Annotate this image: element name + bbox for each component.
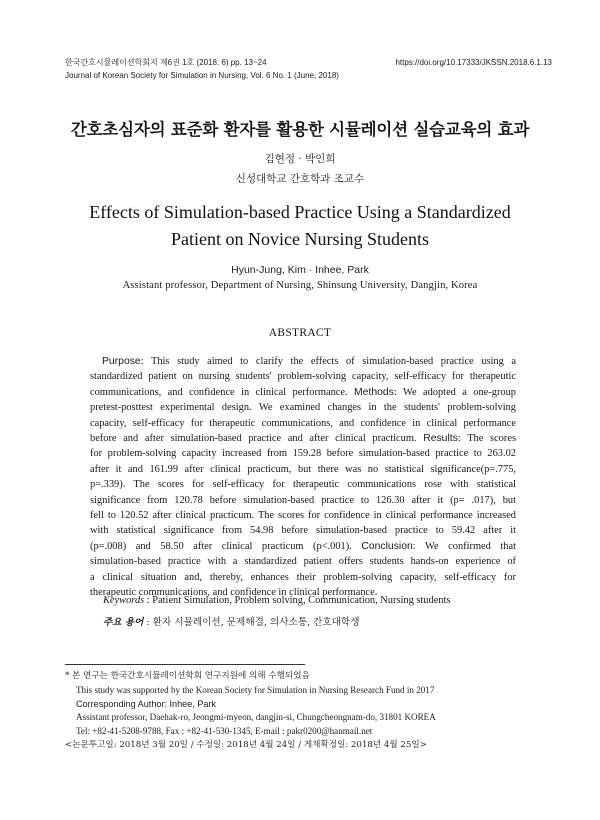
- abstract-line: Purpose: This study aimed to clarify the effects of simulation-based practice using a: [102, 356, 516, 367]
- keywords-list: Patient Simulation, Problem solving, Communication, Nursing students: [152, 595, 451, 606]
- affiliation-english: Assistant professor, Department of Nursing, Shinsung University, Dangjin, Korea: [122, 280, 478, 291]
- keywords-english: Keywords : Patient Simulation, Problem solving, Communication, Nursing students: [103, 595, 451, 606]
- abstract-line: (p=.008) and 58.50 after clinical practicum (p<.001). Conclusion: We confirmed that: [90, 540, 517, 552]
- title-english-line-2: Patient on Novice Nursing Students: [171, 229, 429, 249]
- abstract-line: standardized patient on nursing students' problem-solving capacity, self-efficacy for therapeutic: [90, 371, 516, 383]
- abstract-line: capacity, self-efficacy for therapeutic communications, and confidence in clinical performance: [90, 417, 516, 429]
- title-korean: 간호초심자의 표준화 환자를 활용한 시뮬레이션 실습교육의 효과: [70, 120, 530, 139]
- abstract-line: p=.339). The scores for self-efficacy for therapeutic communications rose with statistical: [90, 479, 516, 491]
- doi-link[interactable]: https://doi.org/10.17333/JKSSN.2018.6.1.13: [395, 58, 552, 67]
- abstract-line: for problem-solving capacity increased from 159.28 before simulation-based practice to 263.02: [90, 448, 516, 460]
- contact-info: Tel: +82-41-5208-9788, Fax : +82-41-530-1345, E-mail : pakr0200@hanmail.net: [76, 726, 373, 737]
- abstract-line: simulation-based practice with a standardized patient offers students hands-on experience of: [90, 556, 516, 568]
- methods-label: Methods: [354, 386, 394, 398]
- corresponding-author: Corresponding Author: Inhee, Park: [76, 698, 217, 709]
- abstract-line: after it and 161.99 after clinical practicum, but there was no statistical significance(p=.775,: [90, 463, 516, 475]
- title-english-line-1: Effects of Simulation-based Practice Using a Standardized: [89, 202, 511, 222]
- abstract-line: fell to 120.52 after clinical practicum. The scores for confidence in clinical performance increased: [90, 510, 516, 522]
- abstract-body: [90, 354, 516, 601]
- keywords-ko-label: 주요 용어: [103, 617, 144, 628]
- journal-citation-en: Journal of Korean Society for Simulation in Nursing, Vol. 6 No. 1 (June, 2018): [65, 71, 339, 80]
- abstract-line: before and after simulation-based practice and after clinical practicum. Results: The scores: [90, 433, 516, 445]
- author-address: Assistant professor, Daehak-ro, Jeongmi-myeon, dangjin-si, Chungcheongnam-do, 31801 KOREA: [76, 712, 436, 723]
- funding-note-ko: * 본 연구는 한국간호시뮬레이션학회 연구지원에 의해 수행되었음: [65, 671, 310, 681]
- results-label: Results: [423, 433, 458, 445]
- abstract-line: pretest-posttest experimental design. We examined changes in the students' problem-solving: [90, 402, 516, 414]
- keywords-label: Keywords: [103, 595, 145, 606]
- submission-dates: <논문투고일: 2018년 3월 20일 / 수정일: 2018년 4월 24일 / 게재확정일: 2018년 4월 25일>: [65, 739, 427, 750]
- affiliation-korean: 신성대학교 간호학과 조교수: [235, 173, 365, 185]
- title-english: [0, 199, 600, 253]
- keywords-ko-list: 환자 시뮬레이션, 문제해결, 의사소통, 간호대학생: [152, 617, 360, 628]
- authors-korean: 김현정 · 박인희: [264, 153, 336, 165]
- abstract-line: with statistical significance from 54.98 before simulation-based practice to 59.42 after it: [90, 525, 516, 537]
- running-header: [65, 56, 552, 82]
- funding-note-en: This study was supported by the Korean Society for Simulation in Nursing Research Fund in 2017: [76, 684, 435, 695]
- conclusion-label: Conclusion: [361, 540, 413, 552]
- authors-english: Hyun-Jung, Kim · Inhee, Park: [231, 264, 369, 276]
- journal-citation-ko: 한국간호시뮬레이션학회지 제6권 1호 (2018. 6) pp. 13~24: [65, 58, 267, 67]
- abstract-line: therapeutic communications, and confidence in clinical performance.: [90, 587, 378, 599]
- abstract-line: communications, and confidence in clinical performance. Methods: We adopted a one-group: [90, 386, 516, 398]
- abstract-heading: ABSTRACT: [268, 327, 332, 339]
- abstract-line: significance from 120.78 before simulation-based practice to 126.30 after it (p= .017), but: [90, 494, 516, 506]
- footnote-divider: [65, 664, 305, 665]
- purpose-label: Purpose: [102, 356, 141, 367]
- footnote: [65, 670, 436, 753]
- abstract-line: a clinical situation and, thereby, enhances their problem-solving capacity, self-efficacy for: [90, 571, 516, 583]
- keywords-korean: 주요 용어 : 환자 시뮬레이션, 문제해결, 의사소통, 간호대학생: [103, 617, 360, 628]
